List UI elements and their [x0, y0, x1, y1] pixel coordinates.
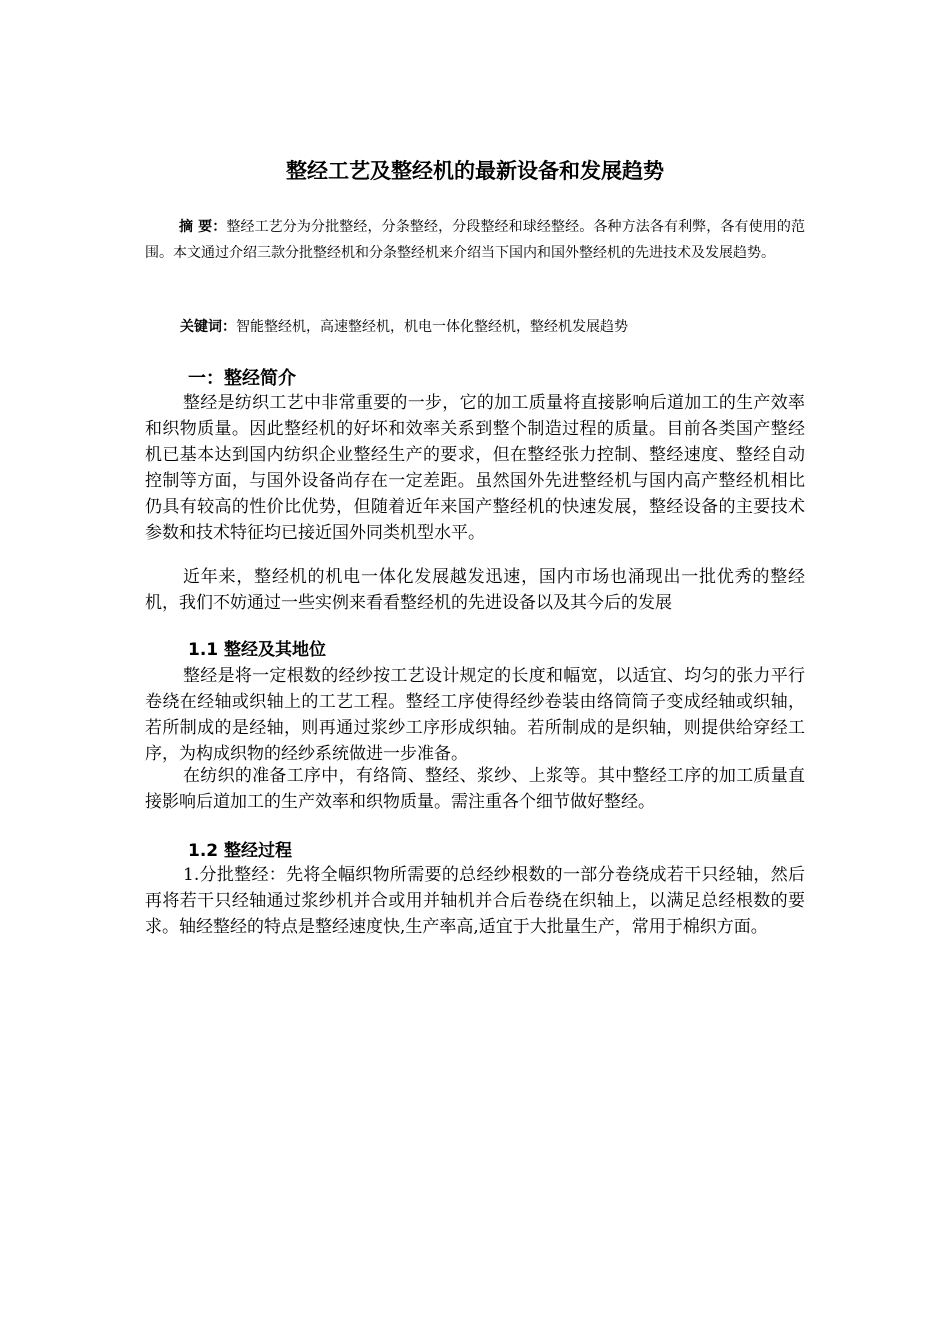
abstract: [145, 214, 805, 266]
abstract-text: 整经工艺分为分批整经，分条整经，分段整经和球经整经。各种方法各有利弊，各有使用的范围。本文通过介绍三款分批整经机和分条整经机来介绍当下国内和国外整经机的先进技术及发展趋势。: [145, 219, 806, 261]
keywords: [180, 315, 820, 339]
section-1-2-paragraph-1: 1.分批整经：先将全幅织物所需要的总经纱根数的一部分卷绕成若干只经轴，然后再将若干只经轴通过浆纱机并合或用并轴机并合后卷绕在织轴上，以满足总经根数的要求。轴经整经的特点是整经速度快,生产率高,适宜于大批量生产，常用于棉织方面。: [145, 865, 805, 937]
intro-paragraph-1: 整经是纺织工艺中非常重要的一步，它的加工质量将直接影响后道加工的生产效率和织物质量。因此整经机的好坏和效率关系到整个制造过程的质量。目前各类国产整经机已基本达到国内纺织企业整经生产的要求，但在整经张力控制、整经速度、整经自动控制等方面，与国外设备尚存在一定差距。虽然国外先进整经机与国内高产整经机相比仍具有较高的性价比优势，但随着近年来国产整经机的快速发展，整经设备的主要技术参数和技术特征均已接近国外同类机型水平。: [145, 393, 805, 543]
document-title: 整经工艺及整经机的最新设备和发展趋势: [286, 159, 664, 183]
keywords-text: 智能整经机，高速整经机，机电一体化整经机，整经机发展趋势: [236, 319, 628, 335]
section-heading-intro: 一：整经简介: [188, 368, 296, 389]
section-heading-1-1: 1.1 整经及其地位: [188, 640, 327, 660]
section-heading-1-2: 1.2 整经过程: [188, 841, 293, 861]
section-1-1-paragraph-2: 在纺织的准备工序中，有络筒、整经、浆纱、上浆等。其中整经工序的加工质量直接影响后道加工的生产效率和织物质量。需注重各个细节做好整经。: [145, 766, 805, 812]
intro-paragraph-2: 近年来，整经机的机电一体化发展越发迅速，国内市场也涌现出一批优秀的整经机，我们不妨通过一些实例来看看整经机的先进设备以及其今后的发展: [145, 567, 805, 613]
abstract-label: 摘 要：: [179, 219, 227, 235]
section-1-1-paragraph-1: 整经是将一定根数的经纱按工艺设计规定的长度和幅宽，以适宜、均匀的张力平行卷绕在经轴或织轴上的工艺工程。整经工序使得经纱卷装由络筒筒子变成经轴或织轴，若所制成的是经轴，则再通过浆纱工序形成织轴。若所制成的是织轴，则提供给穿经工序，为构成织物的经纱系统做进一步准备。: [145, 666, 805, 764]
keywords-label: 关键词：: [180, 319, 236, 335]
